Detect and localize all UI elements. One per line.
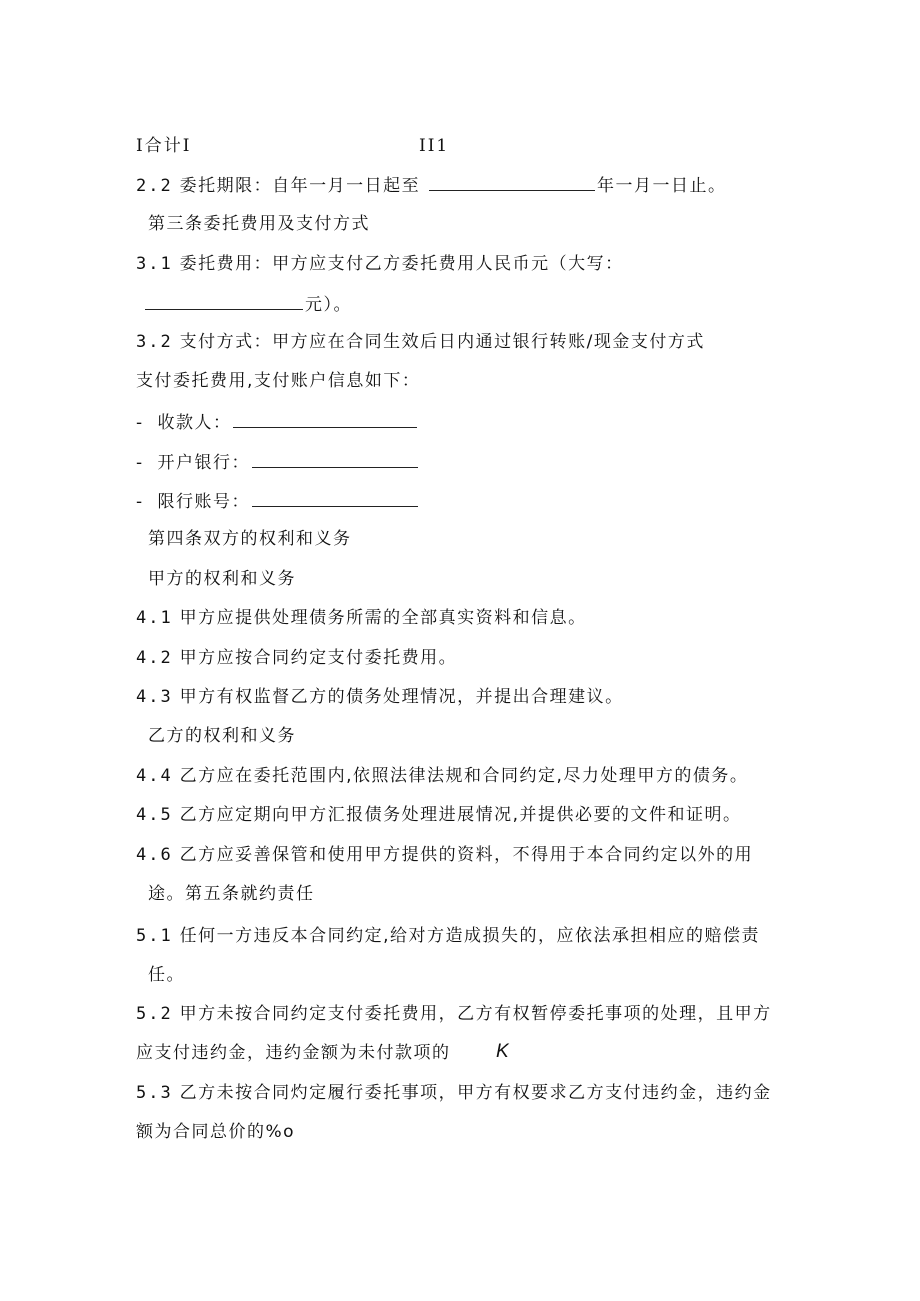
clause-text: 甲方应按合同约定支付委托费用。 (179, 648, 458, 668)
blank-bank[interactable] (252, 450, 418, 468)
clause-text: 委托期限：自年一月一日起至 (179, 176, 421, 196)
header-line-right (419, 135, 449, 157)
blank-payee[interactable] (233, 410, 417, 428)
clause-4-6 (136, 844, 753, 866)
clause-cont: 元）。 (305, 295, 352, 315)
clause-text: 乙方应定期向甲方汇报债务处理进展情况,并提供必要的文件和证明。 (179, 805, 742, 825)
clause-text: 甲方应提供处理债务所需的全部真实资料和信息。 (179, 608, 587, 628)
clause-number: 3.2 (136, 332, 173, 352)
k-mark: K (496, 1041, 511, 1062)
clause-number: 5.3 (136, 1083, 173, 1103)
header-right: II1 (419, 136, 450, 156)
clause-4-6-cont (148, 883, 315, 905)
list-dash: - (136, 492, 144, 512)
clause-5-2 (136, 1003, 772, 1025)
clause-cont: 支付委托费用,支付账户信息如下： (136, 371, 421, 391)
list-dash: - (136, 453, 144, 473)
blank-end-year[interactable] (429, 173, 595, 191)
clause-5-3-cont (136, 1121, 295, 1143)
account-label: 收款人： (157, 413, 232, 433)
clause-4-4 (136, 765, 748, 787)
clause-text: 任何一方违反本合同约定,给对方造成损失的，应依法承担相应的赔偿责 (179, 926, 761, 946)
clause-5-2-mark (496, 1041, 510, 1063)
article-4-title: 第四条双方的权利和义务 (148, 529, 352, 549)
clause-2-2 (136, 173, 727, 197)
party-a-heading: 甲方的权利和义务 (148, 569, 296, 589)
clause-number: 4.1 (136, 608, 173, 628)
clause-number: 5.1 (136, 926, 173, 946)
clause-5-1-cont (148, 964, 185, 986)
account-bank (136, 450, 420, 474)
party-b-heading: 乙方的权利和义务 (148, 726, 296, 746)
account-label: 限行账号： (157, 492, 250, 512)
clause-5-1 (136, 925, 760, 947)
header-left: I合计I (136, 136, 192, 156)
account-payee (136, 410, 419, 434)
clause-cont: 任。 (148, 965, 185, 985)
clause-number: 3.1 (136, 254, 173, 274)
clause-number: 4.4 (136, 766, 173, 786)
clause-3-1 (136, 253, 624, 275)
clause-text: 甲方有权监督乙方的债务处理情况，并提出合理建议。 (179, 687, 624, 707)
clause-4-3 (136, 686, 624, 708)
clause-4-2 (136, 647, 457, 669)
clause-number: 4.6 (136, 845, 173, 865)
account-number (136, 489, 420, 513)
clause-cont: 应支付违约金，违约金额为未付款项的 (136, 1043, 451, 1063)
clause-3-2 (136, 331, 705, 353)
clause-text-end: 年一月一日止。 (597, 176, 727, 196)
clause-text: 委托费用：甲方应支付乙方委托费用人民币元（大写： (179, 254, 624, 274)
clause-cont: 额为合同总价的%o (136, 1122, 296, 1142)
clause-4-5 (136, 804, 742, 826)
account-label: 开户银行： (157, 453, 250, 473)
clause-text: 乙方应妥善保管和使用甲方提供的资料，不得用于本合同约定以外的用 (179, 845, 754, 865)
clause-5-2-cont (136, 1042, 451, 1064)
clause-number: 4.3 (136, 687, 173, 707)
header-line (136, 135, 191, 157)
clause-number: 4.5 (136, 805, 173, 825)
clause-4-1 (136, 607, 587, 629)
article-title (148, 528, 352, 550)
blank-account[interactable] (252, 489, 418, 507)
clause-number: 5.2 (136, 1004, 173, 1024)
clause-5-3 (136, 1082, 772, 1104)
blank-fee-capital[interactable] (145, 292, 303, 310)
clause-text: 乙方未按合同灼定履行委托事项，甲方有权要求乙方支付违约金，违约金 (179, 1083, 772, 1103)
clause-number: 4.2 (136, 648, 173, 668)
clause-text: 乙方应在委托范围内,依照法律法规和合同约定,尽力处理甲方的债务。 (179, 766, 749, 786)
list-dash: - (136, 413, 144, 433)
section-heading (148, 568, 296, 590)
clause-3-2-cont (136, 370, 420, 392)
clause-text: 支付方式：甲方应在合同生效后日内通过银行转账/现金支付方式 (179, 332, 705, 352)
article-title (148, 213, 370, 235)
clause-text: 甲方未按合同约定支付委托费用，乙方有权暂停委托事项的处理，且甲方 (179, 1004, 772, 1024)
clause-number: 2.2 (136, 176, 173, 196)
clause-cont: 途。第五条就约责任 (148, 884, 315, 904)
section-heading (148, 725, 296, 747)
clause-3-1-cont (143, 292, 352, 316)
article-3-title: 第三条委托费用及支付方式 (148, 214, 370, 234)
